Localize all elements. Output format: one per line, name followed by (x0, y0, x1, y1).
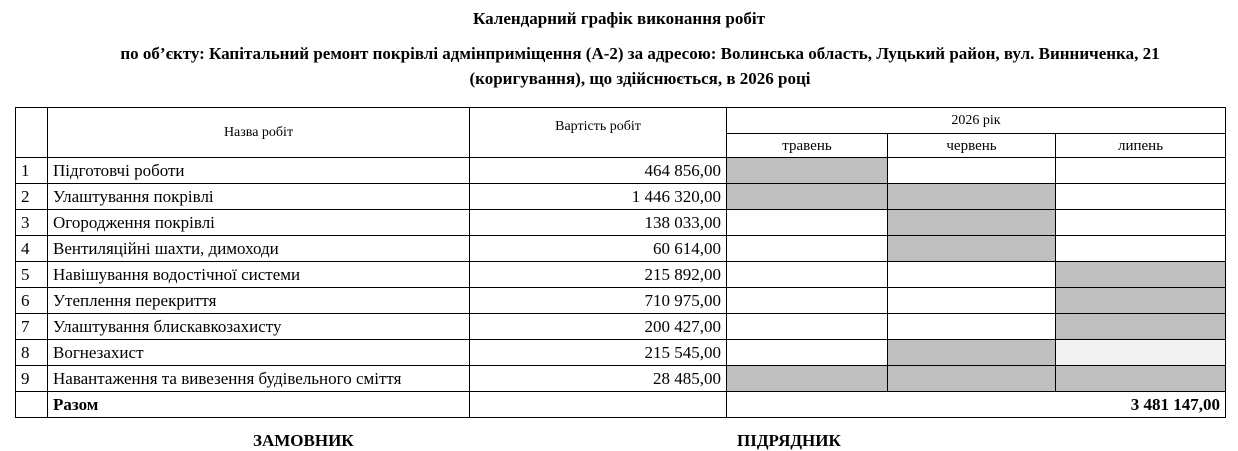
row-number: 9 (16, 366, 48, 392)
work-cost: 28 485,00 (470, 366, 727, 392)
work-name: Навантаження та вивезення будівельного сміття (48, 366, 470, 392)
schedule-cell-may (727, 184, 888, 210)
schedule-cell-july (1056, 262, 1226, 288)
schedule-cell-july (1056, 184, 1226, 210)
work-name: Утеплення перекриття (48, 288, 470, 314)
table-row (16, 210, 1226, 236)
row-number: 1 (16, 158, 48, 184)
work-cost: 200 427,00 (470, 314, 727, 340)
header-work-name: Назва робіт (48, 108, 470, 158)
customer-signature-label: ЗАМОВНИК (253, 431, 354, 450)
header-year: 2026 рік (727, 108, 1226, 134)
work-name: Огородження покрівлі (48, 210, 470, 236)
contractor-signature-label: ПІДРЯДНИК (737, 431, 841, 450)
header-month-may: травень (727, 134, 888, 158)
total-row (16, 392, 1226, 418)
schedule-cell-july (1056, 158, 1226, 184)
table-row (16, 184, 1226, 210)
row-number: 6 (16, 288, 48, 314)
table-row (16, 340, 1226, 366)
row-number: 8 (16, 340, 48, 366)
schedule-cell-july (1056, 236, 1226, 262)
total-cost-cell (470, 392, 727, 418)
table-row (16, 314, 1226, 340)
work-cost: 215 545,00 (470, 340, 727, 366)
schedule-table (15, 107, 1226, 418)
schedule-cell-june (888, 340, 1056, 366)
work-cost: 464 856,00 (470, 158, 727, 184)
row-number: 7 (16, 314, 48, 340)
schedule-cell-june (888, 288, 1056, 314)
schedule-cell-july (1056, 314, 1226, 340)
schedule-cell-may (727, 236, 888, 262)
total-value: 3 481 147,00 (727, 392, 1226, 418)
row-number: 2 (16, 184, 48, 210)
work-cost: 60 614,00 (470, 236, 727, 262)
work-name: Вогнезахист (48, 340, 470, 366)
header-month-july: липень (1056, 134, 1226, 158)
schedule-cell-may (727, 366, 888, 392)
work-cost: 710 975,00 (470, 288, 727, 314)
schedule-cell-july (1056, 288, 1226, 314)
header-cost: Вартість робіт (470, 108, 727, 158)
work-name: Вентиляційні шахти, димоходи (48, 236, 470, 262)
schedule-cell-july (1056, 366, 1226, 392)
work-name: Підготовчі роботи (48, 158, 470, 184)
total-label: Разом (48, 392, 470, 418)
header-num-cell (16, 108, 48, 158)
schedule-cell-may (727, 314, 888, 340)
work-cost: 1 446 320,00 (470, 184, 727, 210)
table-row (16, 288, 1226, 314)
row-number: 3 (16, 210, 48, 236)
schedule-cell-may (727, 210, 888, 236)
schedule-cell-june (888, 158, 1056, 184)
schedule-cell-june (888, 262, 1056, 288)
schedule-cell-may (727, 158, 888, 184)
work-cost: 138 033,00 (470, 210, 727, 236)
table-row (16, 366, 1226, 392)
header-row (16, 108, 1226, 134)
table-row (16, 262, 1226, 288)
schedule-cell-may (727, 288, 888, 314)
work-cost: 215 892,00 (470, 262, 727, 288)
schedule-cell-july (1056, 340, 1226, 366)
schedule-cell-may (727, 340, 888, 366)
schedule-cell-july (1056, 210, 1226, 236)
schedule-cell-june (888, 184, 1056, 210)
schedule-cell-june (888, 314, 1056, 340)
total-num-cell (16, 392, 48, 418)
work-name: Навішування водостічної системи (48, 262, 470, 288)
work-name: Улаштування покрівлі (48, 184, 470, 210)
schedule-cell-june (888, 210, 1056, 236)
header-month-june: червень (888, 134, 1056, 158)
row-number: 5 (16, 262, 48, 288)
work-name: Улаштування блискавкозахисту (48, 314, 470, 340)
schedule-cell-may (727, 262, 888, 288)
page-title: Календарний графік виконання робіт (473, 9, 765, 28)
object-description: по об’єкту: Капітальний ремонт покрівлі адмінприміщення (А-2) за адресою: Волинська область, Луцький район, вул. Винниченка, 21 (коригування), що здійснюється, в 2026 році (120, 44, 1160, 88)
schedule-cell-june (888, 366, 1056, 392)
schedule-cell-june (888, 236, 1056, 262)
table-row (16, 236, 1226, 262)
row-number: 4 (16, 236, 48, 262)
table-row (16, 158, 1226, 184)
